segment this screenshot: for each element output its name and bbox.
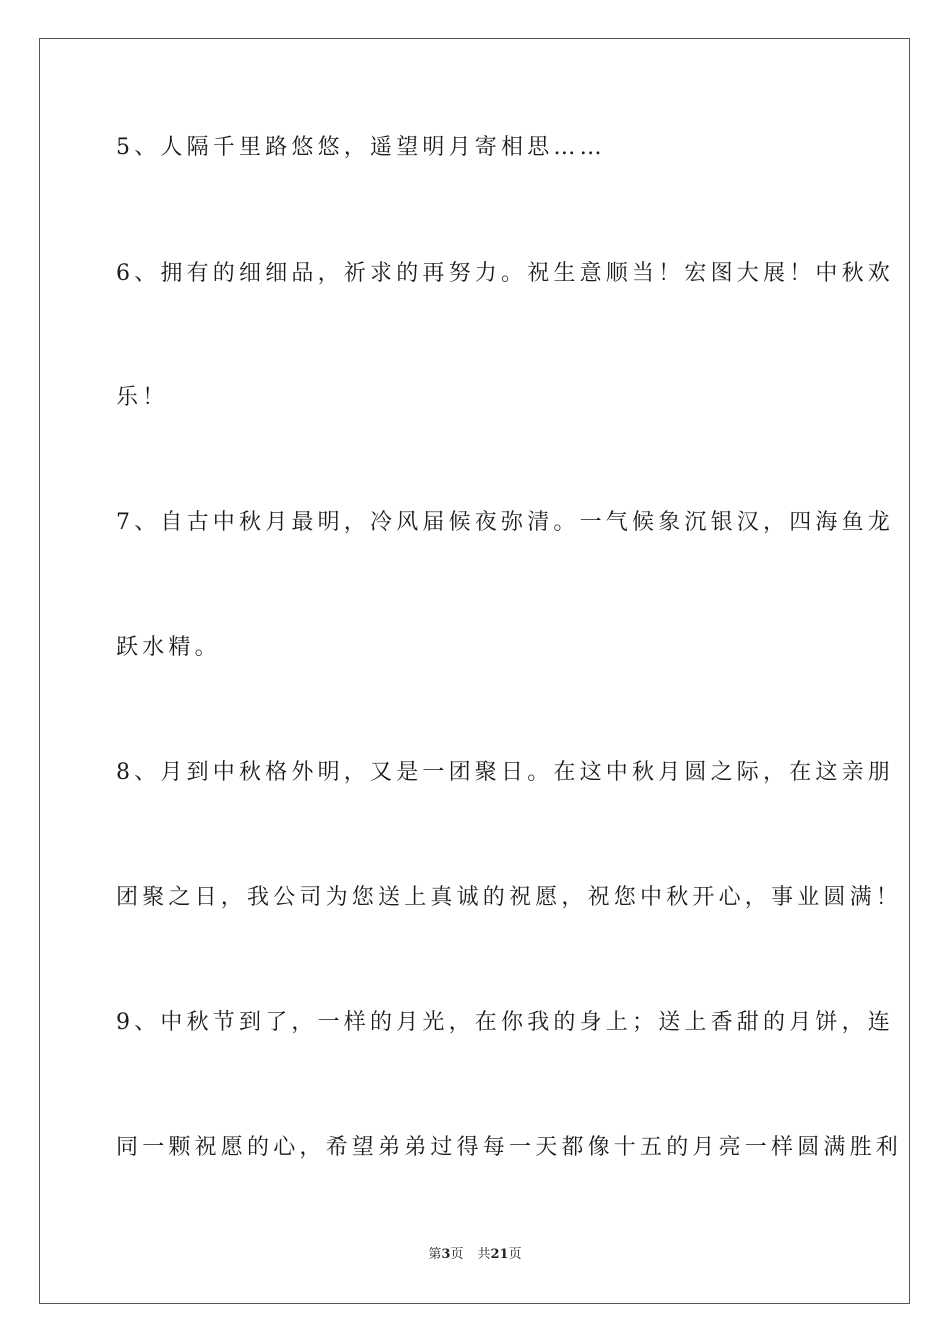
text-line-4: 7、自古中秋月最明，冷风届候夜弥清。一气候象沉银汉，四海鱼龙 (116, 510, 894, 535)
text-line-1: 5、人隔千里路悠悠，遥望明月寄相思…… (116, 135, 606, 160)
page-footer (0, 1246, 950, 1264)
footer-total-suffix: 页 (508, 1247, 522, 1262)
footer-page-suffix: 页 (450, 1247, 464, 1262)
text-line-3: 乐！ (116, 385, 169, 410)
text-line-2: 6、拥有的细细品，祈求的再努力。祝生意顺当！宏图大展！中秋欢 (116, 261, 894, 286)
footer-page-number: 3 (441, 1247, 451, 1262)
footer-page-prefix: 第 (428, 1247, 442, 1262)
text-line-6: 8、月到中秋格外明，又是一团聚日。在这中秋月圆之际，在这亲朋 (116, 760, 894, 785)
text-line-9: 同一颗祝愿的心，希望弟弟过得每一天都像十五的月亮一样圆满胜利 (116, 1135, 903, 1160)
text-line-5: 跃水精。 (116, 635, 221, 660)
page-border (39, 38, 910, 1304)
footer-total-prefix: 共 (477, 1247, 491, 1262)
text-line-8: 9、中秋节到了，一样的月光，在你我的身上；送上香甜的月饼，连 (116, 1010, 894, 1035)
footer-total-pages: 21 (490, 1247, 509, 1262)
text-line-7: 团聚之日，我公司为您送上真诚的祝愿，祝您中秋开心，事业圆满！ (116, 885, 903, 910)
